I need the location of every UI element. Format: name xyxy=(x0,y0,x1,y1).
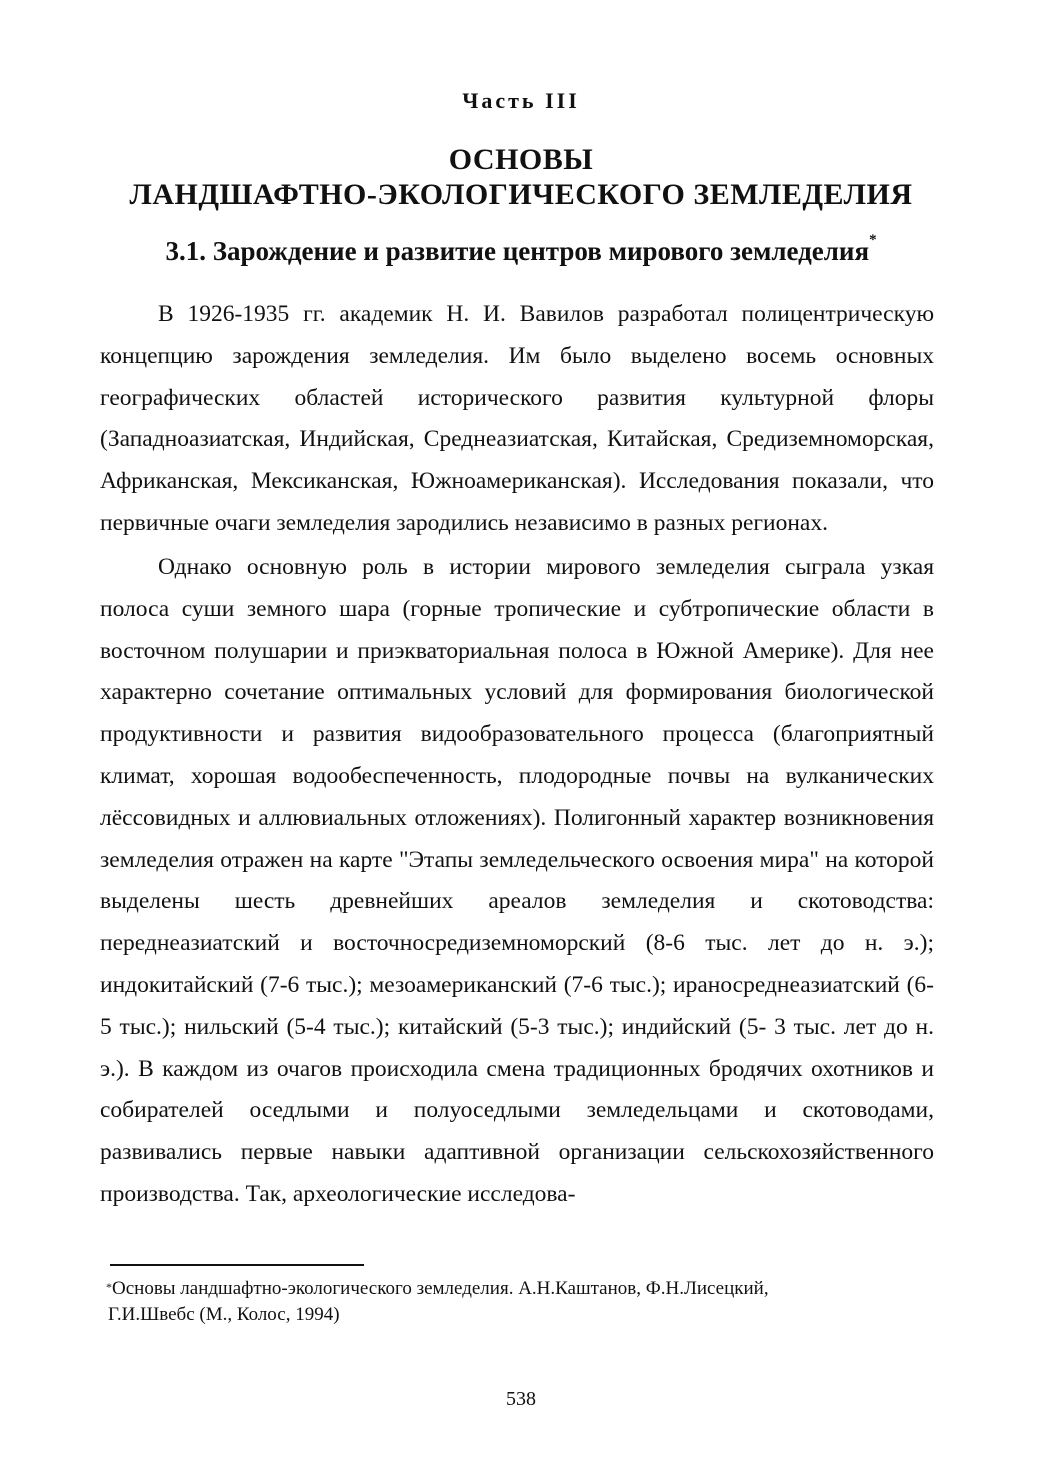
section-heading-text: 3.1. Зарождение и развитие центров мирового земледелия xyxy=(165,236,870,266)
chapter-title-line1: ОСНОВЫ xyxy=(448,143,594,176)
footnote-line2: Г.И.Швебс (М., Колос, 1994) xyxy=(108,1304,340,1325)
chapter-title xyxy=(0,142,1042,212)
page-number: 538 xyxy=(506,1388,536,1410)
footnote-mark: * xyxy=(106,1280,112,1294)
footnote xyxy=(106,1276,866,1328)
footnote-line1: Основы ландшафтно-экологического земледелия. А.Н.Каштанов, Ф.Н.Лисецкий, xyxy=(112,1278,769,1299)
chapter-title-line2: ЛАНДШАФТНО-ЭКОЛОГИЧЕСКОГО ЗЕМЛЕДЕЛИЯ xyxy=(129,178,913,211)
section-heading xyxy=(0,232,1042,267)
part-label: Часть III xyxy=(462,88,580,113)
footnote-divider xyxy=(110,1264,364,1266)
paragraph-1: В 1926-1935 гг. академик Н. И. Вавилов разработал полицентрическую концепцию зарождения земледелия. Им было выделено восемь основных географических областей исторического развития культурной флоры (Западноазиатская, Индийская, Среднеазиатская, Китайская, Средиземноморская, Африканская, Мексиканская, Южноамериканская). Исследования показали, что первичные очаги земледелия зародились независимо в разных регионах. xyxy=(100,301,934,536)
footnote-reference-mark: * xyxy=(869,232,877,248)
paragraph-2: Однако основную роль в истории мирового земледелия сыграла узкая полоса суши земного шара (горные тропические и субтропические области в восточном полушарии и приэкваториальная полоса в Южной Америке). Для нее характерно сочетание оптимальных условий для формирования биологической продуктивности и развития видообразовательного процесса (благоприятный климат, хорошая водообеспеченность, плодородные почвы на вулканических лёссовидных и аллювиальных отложениях). Полигонный характер возникновения земледелия отражен на карте "Этапы земледельческого освоения мира" на которой выделены шесть древнейших ареалов земледелия и скотоводства: переднеазиатский и восточносредиземноморский (8-6 тыс. лет до н. э.); индокитайский (7-6 тыс.); мезоамериканский (7-6 тыс.); ираносреднеазиатский (6-5 тыс.); нильский (5-4 тыс.); китайский (5-3 тыс.); индийский (5- 3 тыс. лет до н. э.). В каждом из очагов происходила смена традиционных бродячих охотников и собирателей оседлыми и полуоседлыми земледельцами и скотоводами, развивались первые навыки адаптивной организации сельскохозяйственного производства. Так, археологические исследова- xyxy=(100,554,934,1207)
